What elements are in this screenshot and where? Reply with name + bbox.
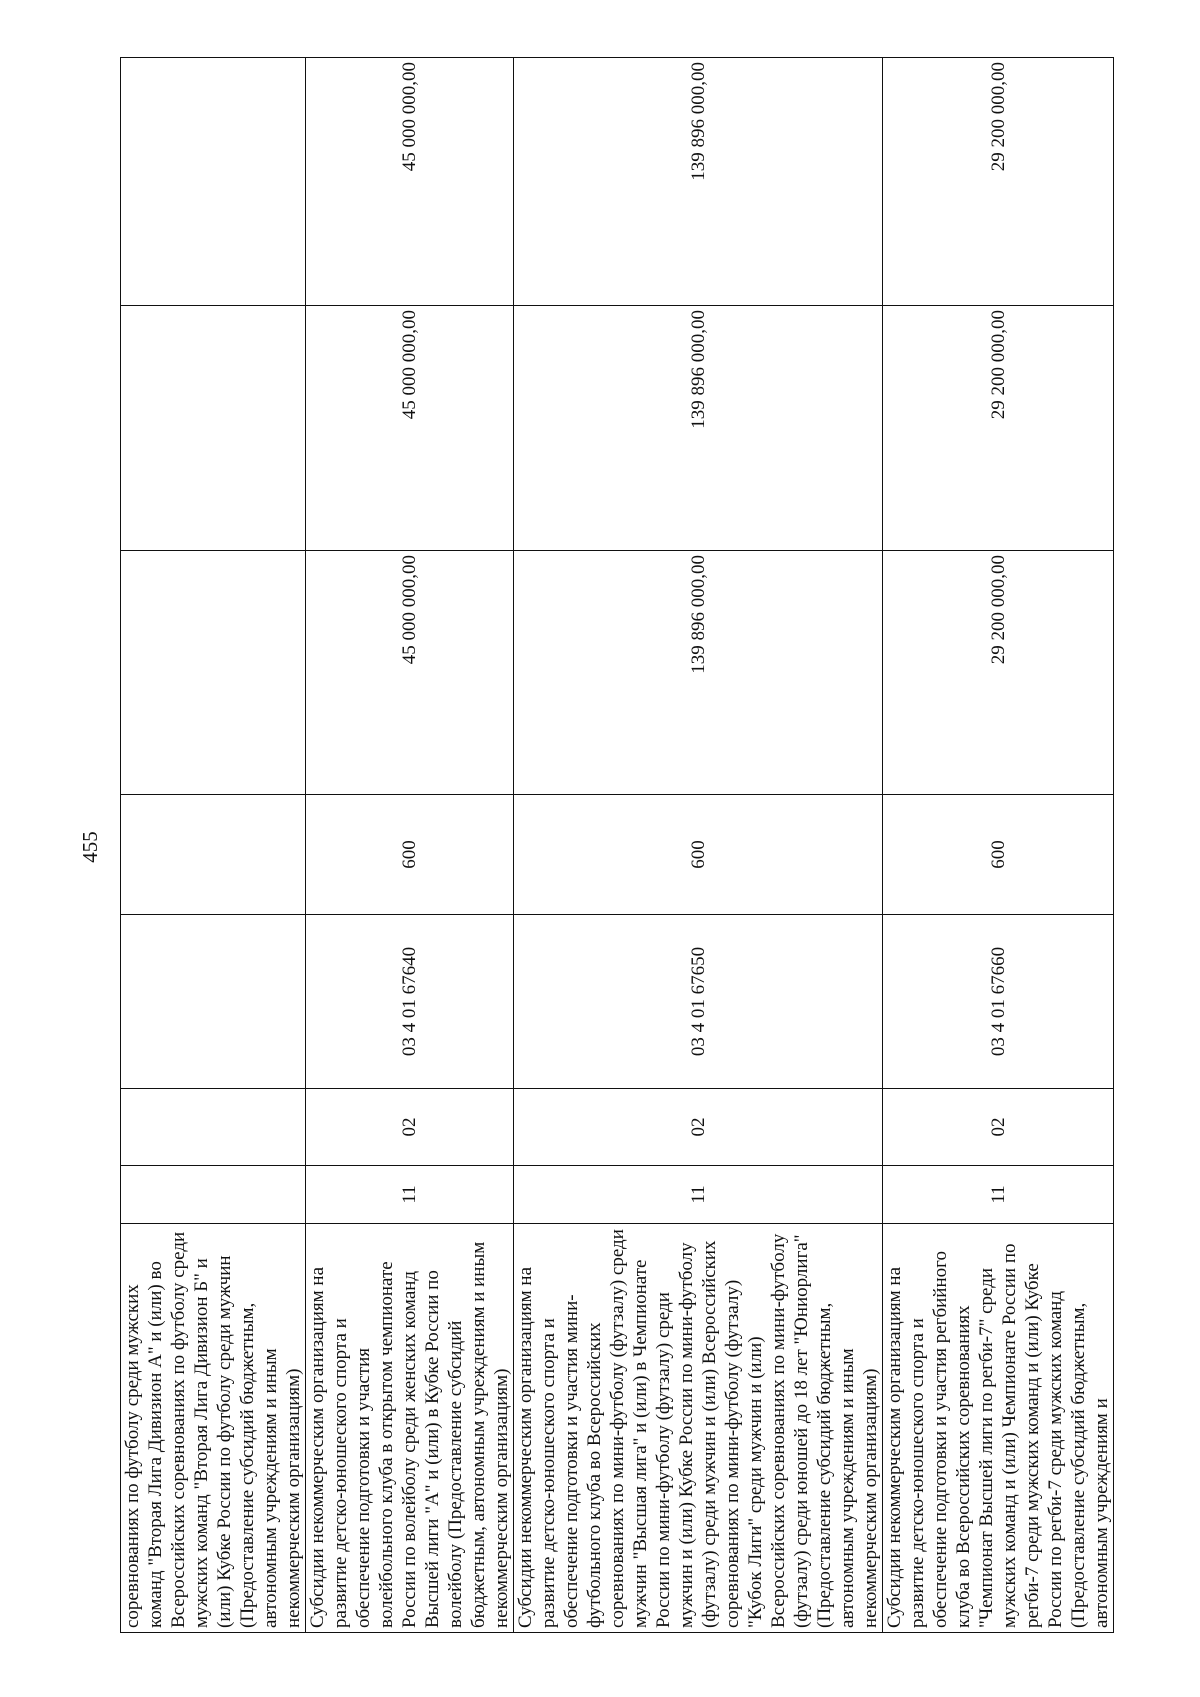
amount-1-cell: 139 896 000,00 [514, 551, 883, 795]
amount-2-cell: 139 896 000,00 [514, 306, 883, 551]
expense-type-cell [121, 795, 306, 915]
target-item-cell [121, 915, 306, 1089]
section-cell: 11 [514, 1166, 883, 1224]
expense-type-cell: 600 [306, 795, 514, 915]
description-cell: Субсидии некоммерческим организациям на развитие детско-юношеского спорта и обеспечение подготовки и участия мини-футбольного клуба во Всероссийских соревнованиях по мини-футболу (футзалу) среди мужчин "Высшая лига" и (или) в Чемпионате России по мини-футболу (футзалу) среди мужчин и (или) Кубке России по мини-футболу (футзалу) среди мужчин и (или) Всероссийских соревнованиях по мини-футболу (футзалу) "Кубок Лиги" среди мужчин и (или) Всероссийских соревнованиях по мини-футболу (футзалу) среди юношей до 18 лет "Юниорлига" (Предоставление субсидий бюджетным, автономным учреждениям и иным некоммерческим организациям) [514, 1224, 883, 1633]
amount-3-cell: 139 896 000,00 [514, 58, 883, 306]
description-cell: Субсидии некоммерческим организациям на развитие детско-юношеского спорта и обеспечение подготовки и участия регбийного клуба во Всероссийских соревнованиях "Чемпионат Высшей лиги по регби-7" среди мужских команд и (или) Чемпионате России по регби-7 среди мужских команд и (или) Кубке России по регби-7 среди мужских команд (Предоставление субсидий бюджетным, автономным учреждениям и [883, 1224, 1114, 1633]
amount-1-cell [121, 551, 306, 795]
target-item-cell: 03 4 01 67640 [306, 915, 514, 1089]
amount-2-cell: 29 200 000,00 [883, 306, 1114, 551]
section-cell [121, 1166, 306, 1224]
amount-1-cell: 29 200 000,00 [883, 551, 1114, 795]
expense-type-cell: 600 [514, 795, 883, 915]
page-number: 455 [78, 831, 102, 863]
amount-2-cell: 45 000 000,00 [306, 306, 514, 551]
amount-1-cell: 45 000 000,00 [306, 551, 514, 795]
amount-2-cell [121, 306, 306, 551]
budget-table [120, 57, 1114, 1633]
expense-type-cell: 600 [883, 795, 1114, 915]
subsection-cell [121, 1089, 306, 1166]
subsection-cell: 02 [306, 1089, 514, 1166]
table-row [121, 58, 306, 1633]
subsection-cell: 02 [883, 1089, 1114, 1166]
target-item-cell: 03 4 01 67650 [514, 915, 883, 1089]
target-item-cell: 03 4 01 67660 [883, 915, 1114, 1089]
table-row [883, 58, 1114, 1633]
table-row [514, 58, 883, 1633]
section-cell: 11 [883, 1166, 1114, 1224]
subsection-cell: 02 [514, 1089, 883, 1166]
description-cell: Субсидии некоммерческим организациям на развитие детско-юношеского спорта и обеспечение подготовки и участия волейбольного клуба в открытом чемпионате России по волейболу среди женских команд Высшей лиги "А" и (или) в Кубке России по волейболу (Предоставление субсидий бюджетным, автономным учреждениям и иным некоммерческим организациям) [306, 1224, 514, 1633]
amount-3-cell: 29 200 000,00 [883, 58, 1114, 306]
section-cell: 11 [306, 1166, 514, 1224]
description-cell: соревнованиях по футболу среди мужских команд "Вторая Лига Дивизион А" и (или) во Всероссийских соревнованиях по футболу среди мужских команд "Вторая Лига Дивизион Б" и (или) Кубке России по футболу среди мужчин (Предоставление субсидий бюджетным, автономным учреждениям и иным некоммерческим организациям) [121, 1224, 306, 1633]
amount-3-cell: 45 000 000,00 [306, 58, 514, 306]
table-row [306, 58, 514, 1633]
amount-3-cell [121, 58, 306, 306]
